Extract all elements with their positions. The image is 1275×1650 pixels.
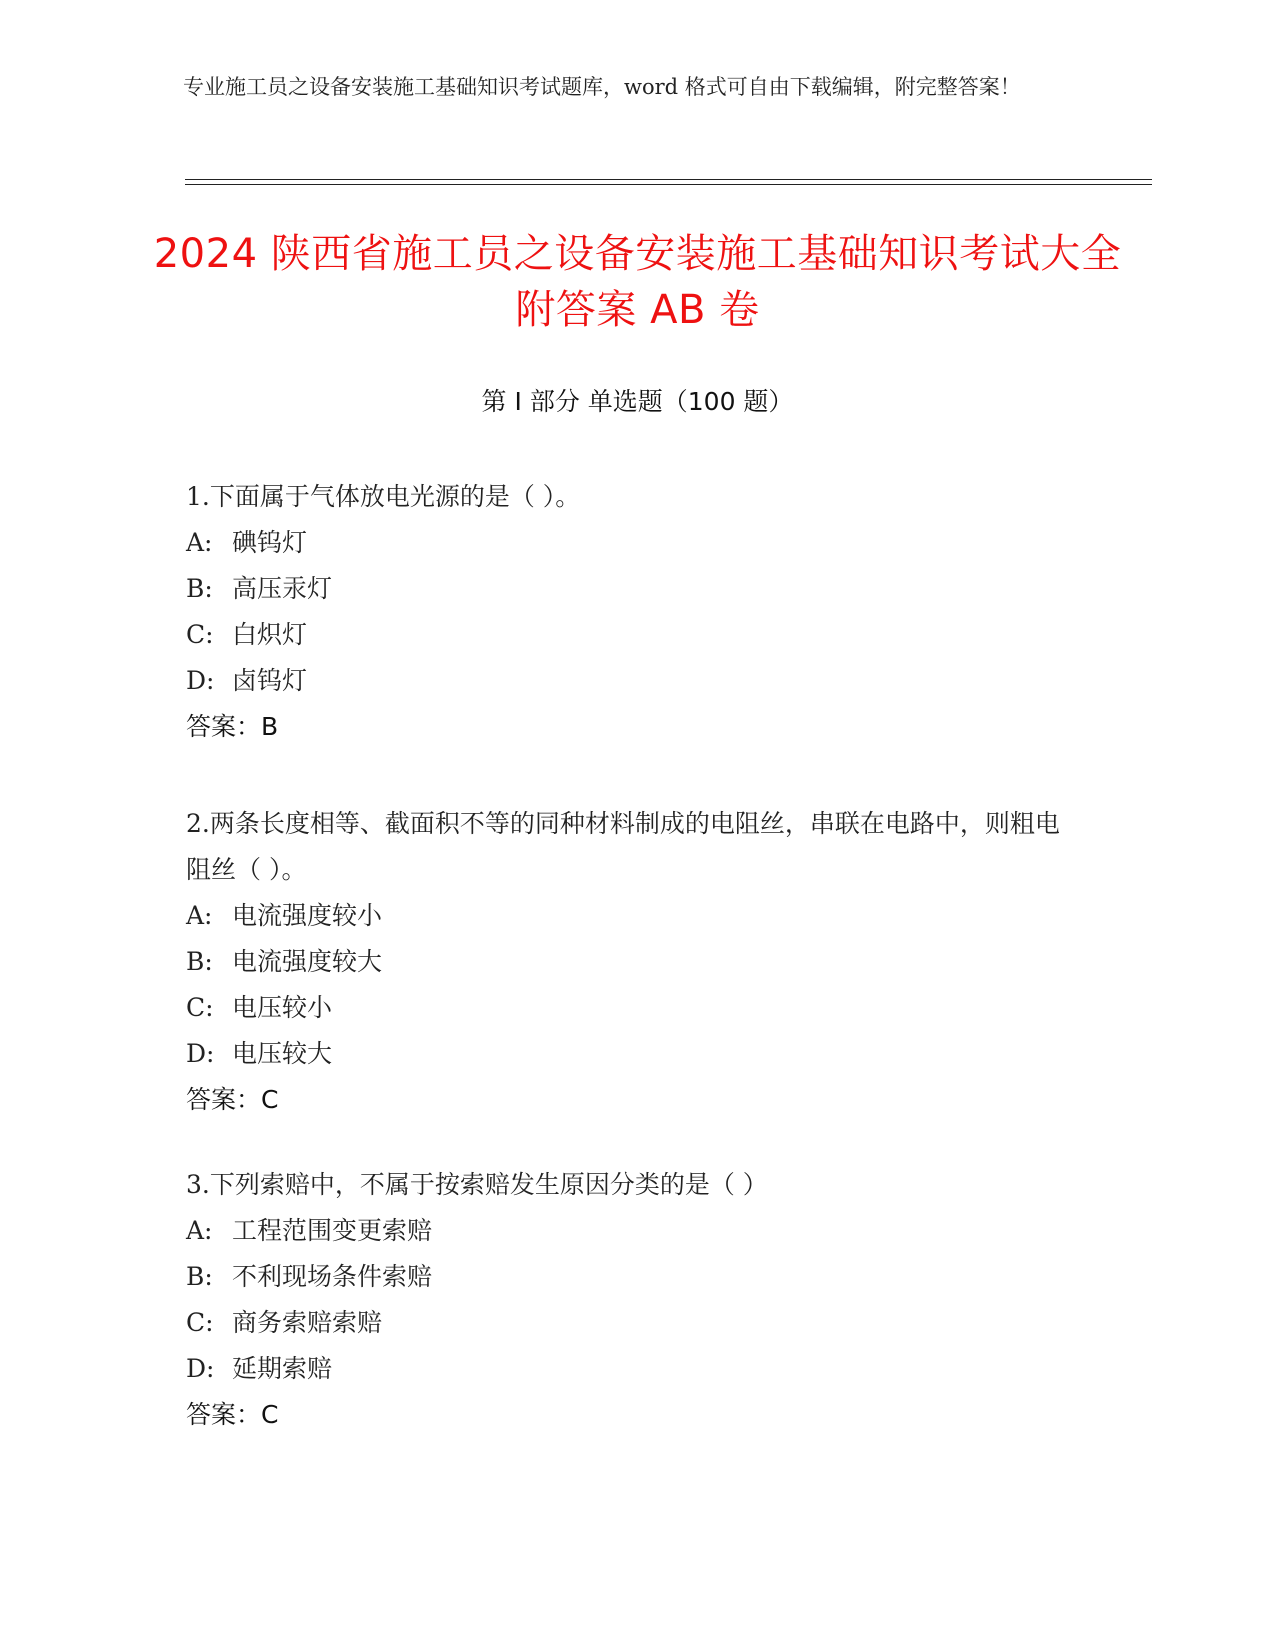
question-stem: 1.下面属于气体放电光源的是（ ）。 [186,482,581,511]
header-rule-bottom [185,184,1152,185]
option-a [186,1208,1076,1254]
option-letter: B: [186,1262,213,1291]
option-text: 电流强度较小 [232,901,383,930]
option-text: 电压较大 [232,1039,333,1068]
option-c [186,985,1076,1031]
option-text: 工程范围变更索赔 [232,1216,433,1245]
option-text: 高压汞灯 [232,574,333,603]
option-letter: C: [186,620,214,649]
question-stem: 3.下列索赔中，不属于按索赔发生原因分类的是（ ） [186,1170,768,1199]
option-text: 白炽灯 [232,620,308,649]
question-2 [186,801,1076,1123]
option-text: 碘钨灯 [232,528,308,557]
option-text: 商务索赔索赔 [232,1308,383,1337]
option-letter: A: [186,1216,213,1245]
option-letter: A: [186,901,213,930]
option-text: 卤钨灯 [232,666,308,695]
question-stem: 2.两条长度相等、截面积不等的同种材料制成的电阻丝，串联在电路中，则粗电阻丝（ ）。 [186,809,1060,884]
option-letter: D: [186,1039,215,1068]
header-rule-top [185,179,1152,180]
option-letter: C: [186,1308,214,1337]
option-d [186,1031,1076,1077]
document-title: 2024 陕西省施工员之设备安装施工基础知识考试大全附答案 AB 卷 [153,231,1122,333]
option-letter: C: [186,993,214,1022]
option-text: 不利现场条件索赔 [232,1262,433,1291]
answer-line: 答案：C [186,1085,279,1114]
option-b [186,566,1076,612]
answer-line: 答案：B [186,712,279,741]
option-d [186,658,1076,704]
option-letter: D: [186,1354,215,1383]
option-text: 电压较小 [232,993,333,1022]
option-a [186,520,1076,566]
option-letter: B: [186,947,213,976]
header-note: 专业施工员之设备安装施工基础知识考试题库，word 格式可自由下载编辑，附完整答案！ [183,75,1021,99]
option-c [186,612,1076,658]
option-d [186,1346,1076,1392]
answer-line: 答案：C [186,1400,279,1429]
section-title: 第 I 部分 单选题（100 题） [481,387,794,416]
option-letter: A: [186,528,213,557]
option-text: 电流强度较大 [232,947,383,976]
option-text: 延期索赔 [232,1354,333,1383]
option-b [186,939,1076,985]
option-c [186,1300,1076,1346]
option-letter: B: [186,574,213,603]
option-letter: D: [186,666,215,695]
question-1 [186,474,1076,750]
option-b [186,1254,1076,1300]
question-3 [186,1162,1076,1438]
option-a [186,893,1076,939]
